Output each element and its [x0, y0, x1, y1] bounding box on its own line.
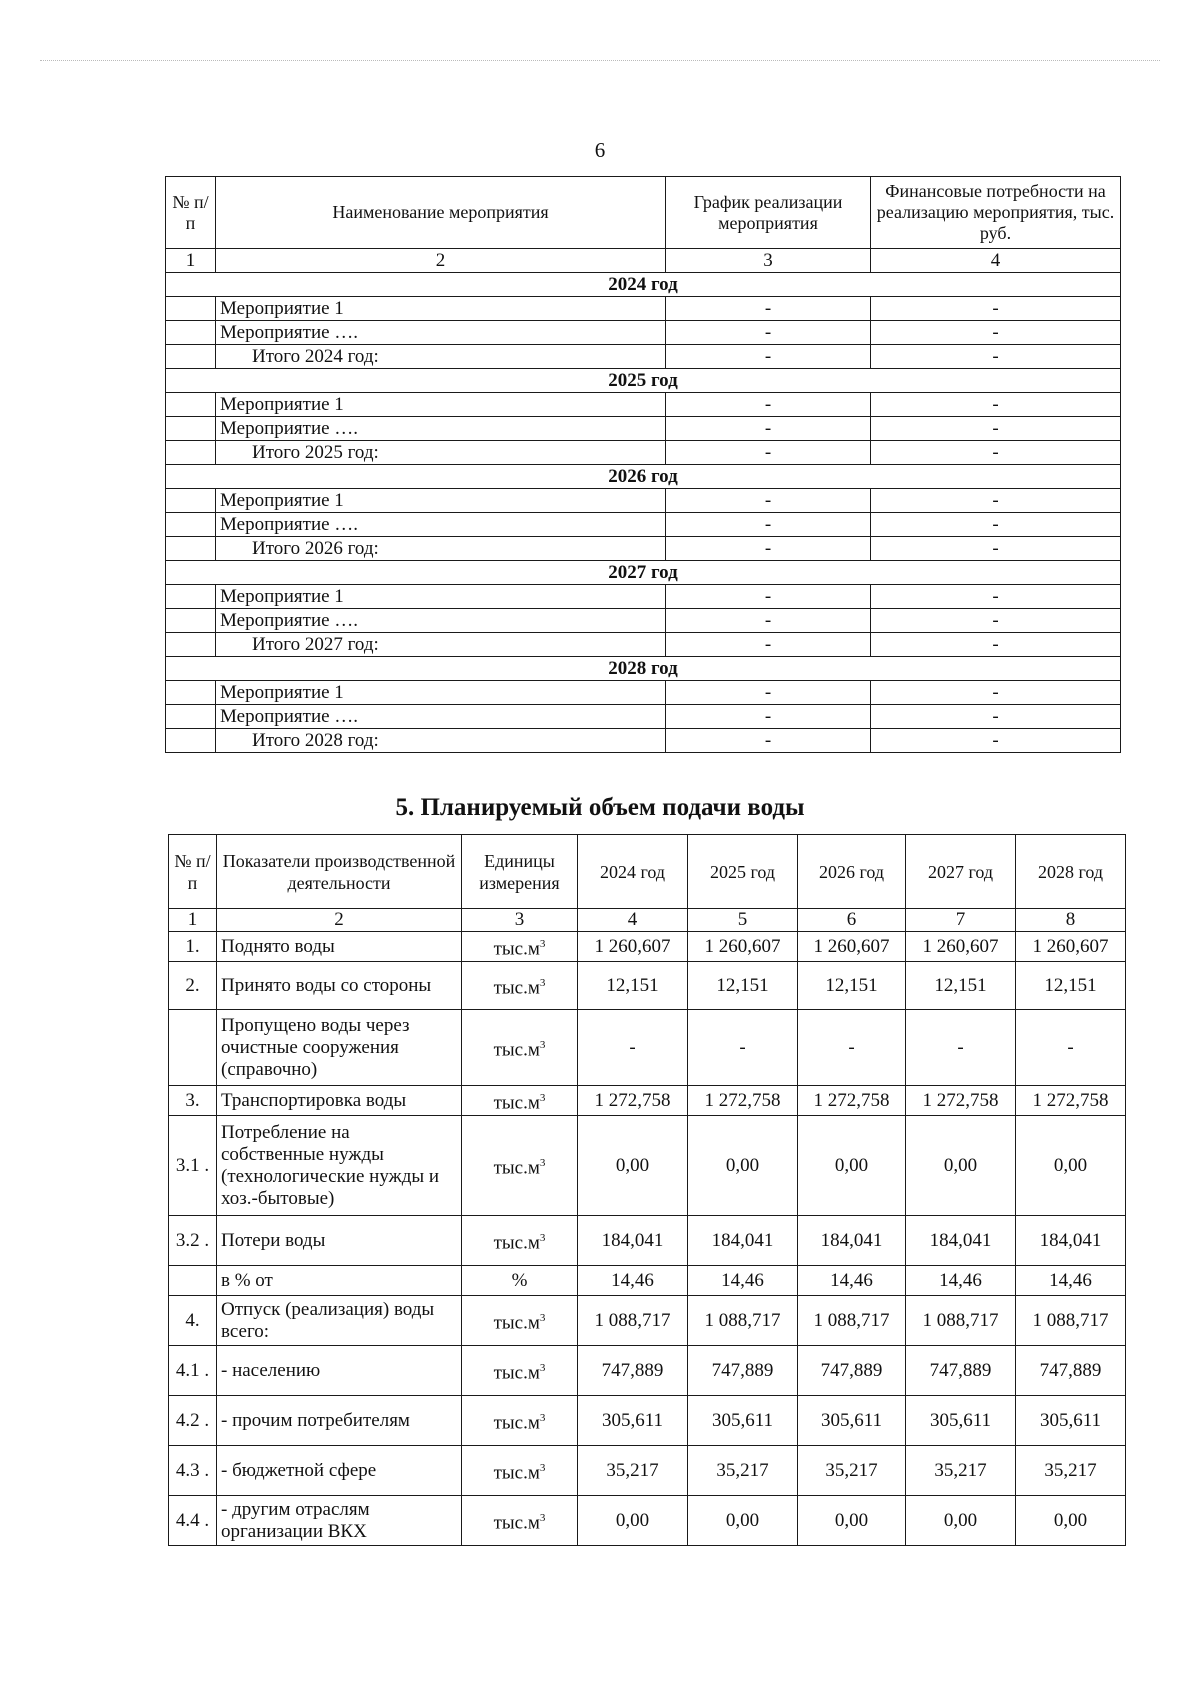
indicator-number: 3.1 . — [169, 1116, 217, 1216]
value-2026: 305,611 — [798, 1396, 906, 1446]
value-2025: - — [688, 1010, 798, 1086]
indicator-row — [169, 1010, 1126, 1086]
year-row — [166, 465, 1121, 489]
indicator-unit — [462, 932, 578, 962]
value-2027: 1 260,607 — [906, 932, 1016, 962]
column-number: 1 — [166, 249, 216, 273]
total-row — [166, 633, 1121, 657]
indicator-unit — [462, 1086, 578, 1116]
indicator-row — [169, 1346, 1126, 1396]
unit-superscript: 3 — [539, 1038, 546, 1051]
activity-financing: - — [871, 297, 1121, 321]
value-2026: 1 088,717 — [798, 1296, 906, 1346]
total-row — [166, 441, 1121, 465]
indicator-unit — [462, 1296, 578, 1346]
activity-name: Мероприятие 1 — [216, 681, 666, 705]
indicator-name: Потери воды — [217, 1216, 462, 1266]
activity-number-cell — [166, 489, 216, 513]
value-2028: 0,00 — [1016, 1116, 1126, 1216]
value-2027: 305,611 — [906, 1396, 1016, 1446]
unit-base: тыс.м — [493, 1232, 540, 1254]
activity-financing: - — [871, 705, 1121, 729]
activity-number-cell — [166, 681, 216, 705]
indicator-row — [169, 962, 1126, 1010]
unit-base: тыс.м — [493, 938, 540, 960]
value-2024: - — [578, 1010, 688, 1086]
total-financing: - — [871, 441, 1121, 465]
year-row — [166, 369, 1121, 393]
scan-artifact-line — [40, 60, 1160, 62]
activity-schedule: - — [666, 297, 871, 321]
activity-name: Мероприятие 1 — [216, 585, 666, 609]
activity-number-cell — [166, 585, 216, 609]
total-row — [166, 729, 1121, 753]
value-2028: 35,217 — [1016, 1446, 1126, 1496]
total-label: Итого 2026 год: — [216, 537, 666, 561]
value-2024: 14,46 — [578, 1266, 688, 1296]
value-2025: 35,217 — [688, 1446, 798, 1496]
indicator-number: 4. — [169, 1296, 217, 1346]
total-label: Итого 2025 год: — [216, 441, 666, 465]
column-number: 2 — [216, 249, 666, 273]
unit-base: тыс.м — [493, 1039, 540, 1061]
column-number: 2 — [217, 909, 462, 932]
indicator-name: - населению — [217, 1346, 462, 1396]
column-number: 6 — [798, 909, 906, 932]
header-schedule: График реализации мероприятия — [666, 177, 871, 249]
total-schedule: - — [666, 537, 871, 561]
value-2028: 1 272,758 — [1016, 1086, 1126, 1116]
value-2025: 747,889 — [688, 1346, 798, 1396]
total-financing: - — [871, 537, 1121, 561]
year-label: 2024 год — [166, 273, 1121, 297]
value-2024: 184,041 — [578, 1216, 688, 1266]
indicator-name: Отпуск (реализация) воды всего: — [217, 1296, 462, 1346]
value-2028: - — [1016, 1010, 1126, 1086]
indicator-number: 4.3 . — [169, 1446, 217, 1496]
indicator-name: Потребление на собственные нужды (технологические нужды и хоз.-бытовые) — [217, 1116, 462, 1216]
activity-financing: - — [871, 321, 1121, 345]
value-2025: 0,00 — [688, 1496, 798, 1546]
activity-schedule: - — [666, 681, 871, 705]
activity-schedule: - — [666, 489, 871, 513]
year-label: 2025 год — [166, 369, 1121, 393]
activity-financing: - — [871, 417, 1121, 441]
indicator-name: - бюджетной сфере — [217, 1446, 462, 1496]
year-row — [166, 561, 1121, 585]
indicator-name: - прочим потребителям — [217, 1396, 462, 1446]
total-number-cell — [166, 345, 216, 369]
header-unit: Единицы измерения — [462, 835, 578, 909]
indicator-unit — [462, 1010, 578, 1086]
value-2024: 0,00 — [578, 1116, 688, 1216]
indicator-number: 2. — [169, 962, 217, 1010]
column-number-row — [166, 249, 1121, 273]
indicator-number: 1. — [169, 932, 217, 962]
indicator-row — [169, 1266, 1126, 1296]
indicator-row — [169, 1496, 1126, 1546]
indicator-number: 3.2 . — [169, 1216, 217, 1266]
value-2027: 14,46 — [906, 1266, 1016, 1296]
indicator-name: Поднято воды — [217, 932, 462, 962]
indicator-unit: % — [462, 1266, 578, 1296]
value-2027: 184,041 — [906, 1216, 1016, 1266]
total-schedule: - — [666, 729, 871, 753]
indicator-name: Транспортировка воды — [217, 1086, 462, 1116]
activities-header-row — [166, 177, 1121, 249]
total-number-cell — [166, 729, 216, 753]
indicator-number: 3. — [169, 1086, 217, 1116]
activity-financing: - — [871, 513, 1121, 537]
unit-superscript: 3 — [539, 1231, 546, 1244]
indicator-unit — [462, 1396, 578, 1446]
activity-name: Мероприятие 1 — [216, 393, 666, 417]
value-2025: 305,611 — [688, 1396, 798, 1446]
year-label: 2028 год — [166, 657, 1121, 681]
activity-financing: - — [871, 489, 1121, 513]
unit-base: тыс.м — [493, 1462, 540, 1484]
total-label: Итого 2027 год: — [216, 633, 666, 657]
value-2028: 14,46 — [1016, 1266, 1126, 1296]
value-2026: 1 272,758 — [798, 1086, 906, 1116]
activity-row — [166, 297, 1121, 321]
activity-name: Мероприятие …. — [216, 321, 666, 345]
indicator-unit — [462, 1346, 578, 1396]
value-2027: 0,00 — [906, 1496, 1016, 1546]
unit-base: тыс.м — [493, 1157, 540, 1179]
indicator-row — [169, 1216, 1126, 1266]
activity-schedule: - — [666, 585, 871, 609]
value-2025: 14,46 — [688, 1266, 798, 1296]
total-schedule: - — [666, 441, 871, 465]
indicator-number — [169, 1266, 217, 1296]
unit-base: тыс.м — [493, 1412, 540, 1434]
activity-name: Мероприятие …. — [216, 417, 666, 441]
header-number: № п/п — [166, 177, 216, 249]
indicator-row — [169, 1116, 1126, 1216]
value-2027: 0,00 — [906, 1116, 1016, 1216]
total-label: Итого 2028 год: — [216, 729, 666, 753]
header-indicator: Показатели производственной деятельности — [217, 835, 462, 909]
total-financing: - — [871, 729, 1121, 753]
value-2028: 1 260,607 — [1016, 932, 1126, 962]
value-2024: 1 088,717 — [578, 1296, 688, 1346]
value-2025: 1 260,607 — [688, 932, 798, 962]
column-number: 4 — [578, 909, 688, 932]
value-2024: 1 272,758 — [578, 1086, 688, 1116]
total-label: Итого 2024 год: — [216, 345, 666, 369]
total-row — [166, 345, 1121, 369]
activity-financing: - — [871, 681, 1121, 705]
unit-superscript: 3 — [539, 1361, 546, 1374]
unit-superscript: 3 — [539, 1156, 546, 1169]
unit-base: тыс.м — [493, 1312, 540, 1334]
activity-financing: - — [871, 609, 1121, 633]
indicator-unit — [462, 962, 578, 1010]
unit-base: тыс.м — [493, 1512, 540, 1534]
column-number: 4 — [871, 249, 1121, 273]
value-2024: 0,00 — [578, 1496, 688, 1546]
total-row — [166, 537, 1121, 561]
activity-row — [166, 681, 1121, 705]
total-financing: - — [871, 345, 1121, 369]
total-number-cell — [166, 633, 216, 657]
unit-superscript: 3 — [539, 976, 546, 989]
activity-schedule: - — [666, 609, 871, 633]
value-2026: 0,00 — [798, 1496, 906, 1546]
activity-number-cell — [166, 297, 216, 321]
unit-superscript: 3 — [539, 1091, 546, 1104]
header-year-2026: 2026 год — [798, 835, 906, 909]
activities-table — [165, 176, 1121, 753]
value-2024: 1 260,607 — [578, 932, 688, 962]
header-year-2025: 2025 год — [688, 835, 798, 909]
indicator-number: 4.2 . — [169, 1396, 217, 1446]
value-2028: 0,00 — [1016, 1496, 1126, 1546]
value-2026: 184,041 — [798, 1216, 906, 1266]
column-number: 3 — [666, 249, 871, 273]
indicator-name: в % от — [217, 1266, 462, 1296]
value-2026: 1 260,607 — [798, 932, 906, 962]
activity-row — [166, 417, 1121, 441]
indicator-unit — [462, 1446, 578, 1496]
column-number: 5 — [688, 909, 798, 932]
value-2024: 747,889 — [578, 1346, 688, 1396]
indicator-unit — [462, 1216, 578, 1266]
indicator-unit — [462, 1496, 578, 1546]
activity-row — [166, 513, 1121, 537]
activity-row — [166, 609, 1121, 633]
activity-name: Мероприятие 1 — [216, 489, 666, 513]
value-2027: - — [906, 1010, 1016, 1086]
activity-schedule: - — [666, 513, 871, 537]
value-2028: 305,611 — [1016, 1396, 1126, 1446]
value-2028: 747,889 — [1016, 1346, 1126, 1396]
activity-number-cell — [166, 609, 216, 633]
activity-row — [166, 393, 1121, 417]
year-label: 2027 год — [166, 561, 1121, 585]
value-2028: 1 088,717 — [1016, 1296, 1126, 1346]
column-number: 3 — [462, 909, 578, 932]
unit-superscript: 3 — [539, 937, 546, 950]
indicator-unit — [462, 1116, 578, 1216]
indicator-number: 4.1 . — [169, 1346, 217, 1396]
total-number-cell — [166, 441, 216, 465]
value-2025: 184,041 — [688, 1216, 798, 1266]
indicator-row — [169, 1296, 1126, 1346]
header-year-2027: 2027 год — [906, 835, 1016, 909]
activity-row — [166, 321, 1121, 345]
indicator-name: Принято воды со стороны — [217, 962, 462, 1010]
activity-row — [166, 705, 1121, 729]
column-number: 1 — [169, 909, 217, 932]
value-2025: 12,151 — [688, 962, 798, 1010]
unit-base: тыс.м — [493, 977, 540, 999]
total-number-cell — [166, 537, 216, 561]
activity-row — [166, 585, 1121, 609]
header-financial-needs: Финансовые потребности на реализацию мероприятия, тыс. руб. — [871, 177, 1121, 249]
activity-number-cell — [166, 513, 216, 537]
activity-name: Мероприятие …. — [216, 609, 666, 633]
year-label: 2026 год — [166, 465, 1121, 489]
value-2027: 1 088,717 — [906, 1296, 1016, 1346]
header-number: № п/п — [169, 835, 217, 909]
activity-name: Мероприятие 1 — [216, 297, 666, 321]
indicator-row — [169, 1086, 1126, 1116]
year-row — [166, 657, 1121, 681]
value-2027: 35,217 — [906, 1446, 1016, 1496]
activity-schedule: - — [666, 393, 871, 417]
indicator-row — [169, 1396, 1126, 1446]
activity-schedule: - — [666, 321, 871, 345]
indicator-row — [169, 1446, 1126, 1496]
total-financing: - — [871, 633, 1121, 657]
value-2027: 747,889 — [906, 1346, 1016, 1396]
value-2026: 12,151 — [798, 962, 906, 1010]
column-number: 8 — [1016, 909, 1126, 932]
unit-superscript: 3 — [539, 1411, 546, 1424]
value-2026: - — [798, 1010, 906, 1086]
value-2026: 0,00 — [798, 1116, 906, 1216]
indicator-row — [169, 932, 1126, 962]
value-2027: 1 272,758 — [906, 1086, 1016, 1116]
activity-row — [166, 489, 1121, 513]
activity-number-cell — [166, 705, 216, 729]
activity-schedule: - — [666, 417, 871, 441]
value-2025: 1 088,717 — [688, 1296, 798, 1346]
year-row — [166, 273, 1121, 297]
activity-number-cell — [166, 321, 216, 345]
value-2028: 184,041 — [1016, 1216, 1126, 1266]
activity-financing: - — [871, 585, 1121, 609]
unit-superscript: 3 — [539, 1461, 546, 1474]
header-year-2024: 2024 год — [578, 835, 688, 909]
value-2026: 14,46 — [798, 1266, 906, 1296]
water-header-row — [169, 835, 1126, 909]
total-schedule: - — [666, 633, 871, 657]
activity-number-cell — [166, 393, 216, 417]
page-number: 6 — [594, 138, 606, 162]
section-title: 5. Планируемый объем подачи воды — [395, 794, 805, 821]
activity-name: Мероприятие …. — [216, 705, 666, 729]
value-2024: 35,217 — [578, 1446, 688, 1496]
unit-base: тыс.м — [493, 1092, 540, 1114]
value-2026: 35,217 — [798, 1446, 906, 1496]
activity-schedule: - — [666, 705, 871, 729]
value-2025: 0,00 — [688, 1116, 798, 1216]
activity-financing: - — [871, 393, 1121, 417]
header-activity-name: Наименование мероприятия — [216, 177, 666, 249]
indicator-name: Пропущено воды через очистные сооружения (справочно) — [217, 1010, 462, 1086]
value-2028: 12,151 — [1016, 962, 1126, 1010]
total-schedule: - — [666, 345, 871, 369]
indicator-name: - другим отраслям организации ВКХ — [217, 1496, 462, 1546]
value-2024: 12,151 — [578, 962, 688, 1010]
header-year-2028: 2028 год — [1016, 835, 1126, 909]
value-2027: 12,151 — [906, 962, 1016, 1010]
value-2024: 305,611 — [578, 1396, 688, 1446]
unit-superscript: 3 — [539, 1511, 546, 1524]
water-supply-table — [168, 834, 1126, 1546]
column-number-row — [169, 909, 1126, 932]
activity-name: Мероприятие …. — [216, 513, 666, 537]
value-2025: 1 272,758 — [688, 1086, 798, 1116]
unit-base: тыс.м — [493, 1362, 540, 1384]
indicator-number: 4.4 . — [169, 1496, 217, 1546]
column-number: 7 — [906, 909, 1016, 932]
indicator-number — [169, 1010, 217, 1086]
unit-superscript: 3 — [539, 1311, 546, 1324]
value-2026: 747,889 — [798, 1346, 906, 1396]
activity-number-cell — [166, 417, 216, 441]
